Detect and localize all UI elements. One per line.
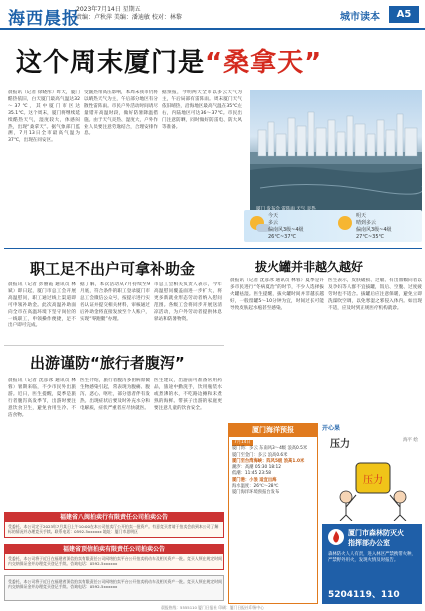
marine-forecast-title: 厦门海洋预报 <box>229 424 317 437</box>
weather-today-label: 今天 <box>268 213 279 219</box>
masthead-date <box>76 6 182 22</box>
psa-phone: 5204119、110 <box>328 590 400 600</box>
newspaper-logo <box>8 4 80 29</box>
issue-weekday: 星期五 <box>122 6 141 13</box>
weather-tomorrow-label: 明天 <box>356 213 367 219</box>
lead-headline <box>16 42 322 79</box>
article-divider <box>4 345 224 346</box>
marine-forecast-item: 潮汐：高潮 05:30 18:12 <box>232 465 281 471</box>
travel-body-col3: 医生建议，出游前可准备常用药品，旅途中勤洗手，饮用瓶装水或煮沸的水，不吃路边摊和未煮熟的海鲜。带孩子出游的家庭更要注意儿童的饮食安全。 <box>154 378 222 411</box>
weather-today <box>268 213 304 241</box>
cartoon-column-name: 开心果 <box>322 425 341 432</box>
auction-notice-1 <box>4 512 224 538</box>
psa-body: 森林防火人人有责，进入林区严禁携带火种，严禁野外用火，发现火情及时报告。 <box>328 552 416 563</box>
svg-text:压力: 压力 <box>363 475 383 486</box>
weather-tomorrow <box>356 213 392 241</box>
masthead <box>0 0 425 30</box>
cartoon-title: 压力 <box>330 439 350 450</box>
lead-body-col1: 晨报讯（记者 徐晓彤）昨天，厦门酷热依旧，白天厦门最高气温达32～37℃，其中厦门市区达35.1℃。这个周末，厦门将继续延续酷热天气，湿度较大，体感闷热，出现“桑拿天”。据气象部门监测，7月13日全市最高气温为37℃，出现在同安区。 <box>8 90 80 144</box>
subsidy-body-col2: 据了解，本次活动从7月持续至9月底，符合条件的职工登录厦门市总工会微信公众号，按提示进行实名认证并提交相关材料，审核通过后补助金将直接发放至个人账户，实现“零跑腿”办理。 <box>80 282 150 322</box>
travel-body-col1: 晨报讯（记者 沈彦冰 通讯员 林蓉）暑期来临，不少市民外出旅游。近日，医生提醒，夏季是旅行者腹泻高发季节，出游时要注意饮食卫生，避免食用生冷、不洁食物。 <box>8 378 76 418</box>
weather-forecast-box <box>244 210 422 242</box>
sun-icon <box>338 216 352 230</box>
weather-tomorrow-condition: 晴到多云 <box>356 220 377 226</box>
classified-strip <box>4 575 224 601</box>
marine-forecast-item: 厦门至台湾海峡：阵风5级 浪高1.0米 <box>232 458 305 464</box>
section-divider <box>4 248 422 249</box>
subsidy-headline: 职工足不出户可拿补助金 <box>30 260 196 278</box>
psa-title-line1: 厦门市森林防灭火 <box>348 529 404 537</box>
weather-tomorrow-temp: 27℃~35℃ <box>356 234 385 240</box>
skyline-illustration <box>250 90 422 212</box>
logo-text: 海西晨报 <box>8 9 80 29</box>
editor-credit: 责编：卢秋萍 美编：潘迪敏 校对：林黎 <box>76 14 182 21</box>
cupping-body-col2: 医生表示，皮肤破损、过敏、有出血倾向者以及孕妇等人群不宜拔罐，饭后、空腹、过度疲劳时也不适合。拔罐后应注意保暖，避免立即洗澡吹空调，以免寒湿之邪侵入体内。如出现不适，应及时到正规医疗机构就诊。 <box>328 278 422 311</box>
marine-forecast-item: 厦门港：小浪 适宜出海 <box>232 477 277 483</box>
cartoon-illustration <box>326 449 420 521</box>
cartoon-panel <box>322 423 422 523</box>
travel-body-col2: 医生介绍，旅行者腹泻多由病原微生物感染引起，常表现为腹痛、腹泻、恶心、呕吐，部分患者伴有发热。出现症状后要及时补充水分和电解质，症状严重者应尽快就医。 <box>80 378 150 411</box>
page-number: A5 <box>389 6 419 23</box>
weather-tomorrow-wind: 偏南风3级~4级 <box>356 227 392 233</box>
lead-headline-highlight: “桑拿天” <box>205 48 323 78</box>
cupping-headline: 拔火罐并非越久越好 <box>255 260 364 274</box>
city-skyline-photo <box>250 90 422 212</box>
subsidy-body-col1: 晨报讯（记者 彭丽霞 通讯员 林斌）即日起，厦门市总工会开展高温慰问，职工通过线上渠道即可申领补助金。此次高温补助面向全市在高温环境下坚守岗位的一线职工，申领操作便捷，足不出户即可完成。 <box>8 282 76 329</box>
lead-body-col3: 据预报，今明两天全市以多云天气为主，午后局部有雷阵雨。周末厦门天气依旧晴热，沿海地区最高气温在35℃左右，内陆地区可达36～37℃。市民出门注意防晒，同时做好防雷电、防大风等准备。 <box>162 90 242 130</box>
weather-today-temp: 26℃~37℃ <box>268 234 297 240</box>
fire-badge-icon <box>327 528 345 546</box>
subsidy-body-col3: 市总工会相关负责人表示，今年高温慰问覆盖面进一步扩大，将更多新就业形态劳动者纳入慰问范围。各级工会将同步开展送清凉活动，为户外劳动者提供休息驿站和防暑物资。 <box>154 282 222 322</box>
psa-title-line2: 指挥部办公室 <box>348 539 390 547</box>
auction-notice-2-text: 受委托，本公司将于近日在福建省顶信拍卖有限责任公司网络拍卖平台公开拍卖机动车及相关资产一批。竞买人须在规定时间内交纳保证金并办理竞买登记手续。咨询电话：0592-5xxxxxx <box>8 556 222 566</box>
marine-forecast-item: 厦门湾：多云 东南风3～4级 浪高0.5米 <box>232 446 308 452</box>
marine-forecast-date: 7月14日 <box>234 440 251 445</box>
auction-notice-2-title: 福建省顶信拍卖有限责任公司拍卖公告 <box>5 545 223 554</box>
weather-today-wind: 偏南风3级~4级 <box>268 227 304 233</box>
cupping-body-col1: 晨报讯（记者 沈彦冰 通讯员 林蓉）夏季是许多市民进行“冬病夏治”的时节，不少人选择拔火罐祛湿。医生提醒，拔火罐时间并非越长越好，一般留罐5～10分钟为宜，时间过长可能导致皮肤起水疱甚至感染。 <box>230 278 324 311</box>
travel-headline: 出游谨防“旅行者腹泻” <box>30 354 185 372</box>
lead-body-col2: 受副热带高压影响，本周末我市仍将以晴热天气为主，午后部分地区有分散性雷阵雨。市民户外活动时间请尽量错开高温时段，做好防暑降温措施。由于天气炎热、湿度大，户外作业人员要注意劳逸结合，合理安排作息。 <box>84 90 158 137</box>
auction-notice-1-title: 福建省八闽拍卖行有限责任公司拍卖公告 <box>5 513 223 522</box>
marine-forecast-item: 厦门至金门：多云 浪高0.6米 <box>232 452 288 458</box>
page-footer: 晨报热线：5555110 厦门日报社 印刷：厦门日报社印务中心 <box>161 605 264 610</box>
marine-forecast-list <box>232 440 316 497</box>
auction-notice-2 <box>4 544 224 570</box>
weather-today-condition: 多云 <box>268 220 279 226</box>
marine-forecast-item: 厦门海洋环境预报台发布 <box>232 490 280 496</box>
marine-forecast-box <box>228 423 318 604</box>
cartoon-author: 海平 绘 <box>403 438 418 443</box>
lead-headline-main: 这个周末厦门是 <box>16 48 206 78</box>
issue-date: 2023年7月14日 <box>76 6 121 13</box>
classified-text: 受委托，本公司将于近日在福建省顶信拍卖有限责任公司网络拍卖平台公开拍卖机动车及相关资产一批。竞买人须在规定时间内交纳保证金并办理竞买登记手续。咨询电话：0592-5xxxxxx <box>8 579 222 589</box>
auction-notice-1-text: 受委托，本公司定于2023年7月某日上午10:00在本公司拍卖厅公开拍卖一批资产。有意竞买者请于拍卖会前到本公司了解标的情况并办理竞买手续。联系电话：0592-5xxxxxx 地址：厦门市思明区 <box>8 524 219 534</box>
section-name: 城市读本 <box>340 12 380 23</box>
marine-forecast-item: 低潮：11:45 23:58 <box>232 471 272 477</box>
marine-forecast-item: 海水温度：26℃～28℃ <box>232 484 279 490</box>
forest-fire-psa <box>322 524 422 604</box>
